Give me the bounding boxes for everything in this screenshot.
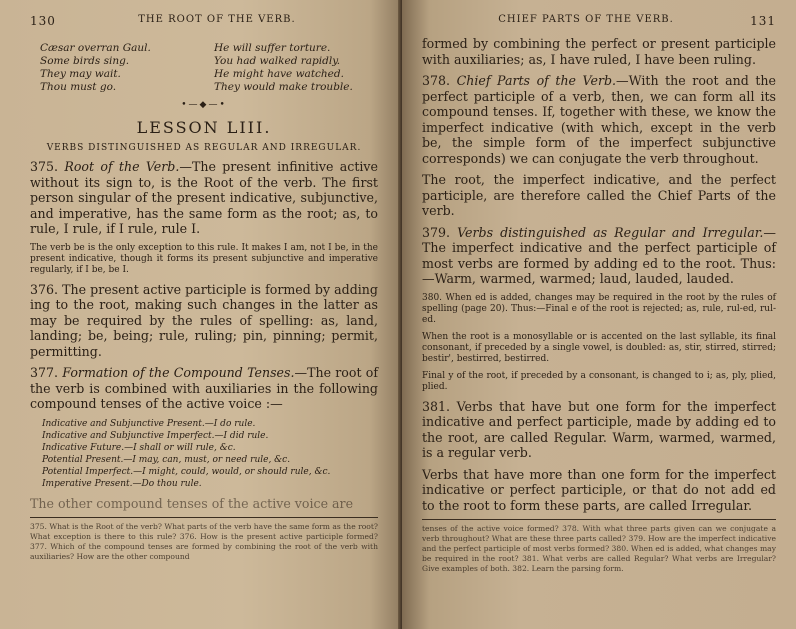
right-page: [402, 0, 796, 629]
footnote-rule: [422, 519, 776, 520]
paragraph-378: [422, 73, 776, 166]
section-number: 378.: [422, 73, 451, 88]
section-heading: Root of the Verb.: [64, 159, 180, 174]
section-number: 381.: [422, 398, 451, 414]
left-running-head: [30, 14, 378, 28]
example-sentences: [30, 42, 378, 94]
list-item: Potential Imperfect.—I might, could, would, or should rule, &c.: [42, 466, 331, 477]
example-sentence: You had walked rapidly.: [214, 55, 341, 67]
right-running-title: CHIEF PARTS OF THE VERB.: [498, 14, 674, 25]
section-body: Verbs that have but one form for the imperfect indicative and perfect participle, made by adding ed to the root, are called Regular. Warm, warmed, warmed, is a regular verb.: [422, 398, 776, 460]
section-body: —The imperfect indicative and the perfect participle of most verbs are formed by adding ed to the root. Thus: —Warm, warmed, warmed; laud, lauded, lauded.: [422, 224, 776, 286]
section-number: 379.: [422, 224, 451, 240]
footnote-rule: [30, 517, 378, 518]
note-375: The verb be is the only exception to this rule. It makes I am, not I be, in the present indicative, though it forms its present subjunctive and imperative regularly, if I be, be I.: [30, 242, 378, 275]
paragraph-375: [30, 159, 378, 237]
list-item: Indicative Future.—I shall or will rule, &c.: [42, 442, 236, 453]
right-page-number: 131: [750, 14, 776, 28]
list-item: Indicative and Subjunctive Present.—I do rule.: [42, 418, 256, 429]
list-item: Imperative Present.—Do thou rule.: [42, 478, 202, 489]
compound-tenses-list: [42, 418, 378, 490]
left-page-number: 130: [30, 14, 56, 28]
lesson-subtitle: VERBS DISTINGUISHED AS REGULAR AND IRREGULAR.: [46, 143, 362, 153]
example-sentence: Some birds sing.: [40, 55, 130, 67]
example-sentence: They would make trouble.: [214, 81, 353, 93]
section-body: The present active participle is formed by adding ing to the root, making such changes in the latter as may be required by the rules of spelling: as, land, landing; be, being; rule, ruling; pin, pinning; permit, permitting.: [30, 281, 378, 359]
left-review-questions: 375. What is the Root of the verb? What parts of the verb have the same form as the root? What exception is there to this rule? 376. How is the present active participle formed? 377. Which of the compound tenses are formed by combining the root of the verb with auxiliaries? How are the other compound: [30, 522, 378, 561]
example-sentence: He might have watched.: [214, 68, 344, 80]
left-running-title: THE ROOT OF THE VERB.: [138, 14, 296, 25]
section-body: —The root of the verb is combined with auxiliaries in the following compound tenses of the active voice :—: [30, 365, 378, 411]
section-heading: Chief Parts of the Verb.: [456, 73, 617, 88]
paragraph-381-b: Verbs that have more than one form for the imperfect indicative or perfect participle, or that do not add ed to the root to form these parts, are called Irregular.: [422, 466, 776, 513]
example-sentence: Thou must go.: [40, 81, 117, 93]
section-body: —The present infinitive active without its sign to, is the Root of the verb. The first person singular of the present indicative, subjunctive, and imperative, has the same form as the root; as, to rule, I rule, if I rule, rule I.: [30, 159, 378, 236]
section-heading: Verbs distinguished as Regular and Irregular.: [457, 224, 764, 240]
right-review-questions: tenses of the active voice formed? 378. With what three parts given can we conjugate a verb throughout? What are these three parts called? 379. How are the imperfect indicative and the perfect participle of most verbs formed? 380. When ed is added, what changes may be required in the root? 381. What verbs are called Regular? What verbs are Irregular? Give examples of both. 382. Learn the parsing form.: [422, 524, 776, 573]
example-sentence: He will suffer torture.: [214, 42, 331, 54]
lesson-title: LESSON LIII.: [136, 118, 272, 137]
section-number: 376.: [30, 281, 59, 297]
section-number: 375.: [30, 159, 59, 174]
paragraph-381: [422, 399, 776, 461]
list-item: Potential Present.—I may, can, must, or need rule, &c.: [42, 454, 291, 465]
paragraph-379: [422, 225, 776, 287]
example-sentence: They may wait.: [40, 68, 121, 80]
ornament-divider: •—◆—•: [181, 100, 227, 110]
paragraph-380: 380. When ed is added, changes may be required in the root by the rules of spelling (page 20). Thus:—Final e of the root is rejected; as, rule, rul-ed, rul-ed.: [422, 292, 776, 325]
list-item: Indicative and Subjunctive Imperfect.—I did rule.: [42, 430, 269, 441]
continued-paragraph: formed by combining the perfect or present participle with auxiliaries; as, I have ruled, I have been ruling.: [422, 36, 776, 67]
paragraph-377: [30, 365, 378, 412]
paragraph-378-b: The root, the imperfect indicative, and the perfect participle, are therefore called the Chief Parts of the verb.: [422, 172, 776, 218]
example-sentence: Cæsar overran Gaul.: [40, 42, 151, 54]
trailing-line: The other compound tenses of the active voice are: [30, 495, 354, 511]
paragraph-380-c: Final y of the root, if preceded by a consonant, is changed to i; as, ply, plied, plied.: [422, 370, 776, 392]
section-number: 377.: [30, 365, 59, 380]
paragraph-376: [30, 282, 378, 360]
right-running-head: [422, 14, 776, 28]
example-column-left: [30, 42, 204, 94]
example-column-right: [204, 42, 378, 94]
section-body: —With the root and the perfect participle of a verb, then, we can form all its compound tenses. If, together with these, we know the imperfect indicative (with which, except in the verb be, the simple form of the imperfect subjunctive corresponds) we can conjugate the verb throughout.: [422, 73, 776, 166]
section-heading: Formation of the Compound Tenses.: [62, 365, 295, 380]
paragraph-380-b: When the root is a monosyllable or is accented on the last syllable, its final consonant, if preceded by a single vowel, is doubled: as, stir, stirred, stirred; bestir', bestirred, bestirred.: [422, 331, 776, 364]
